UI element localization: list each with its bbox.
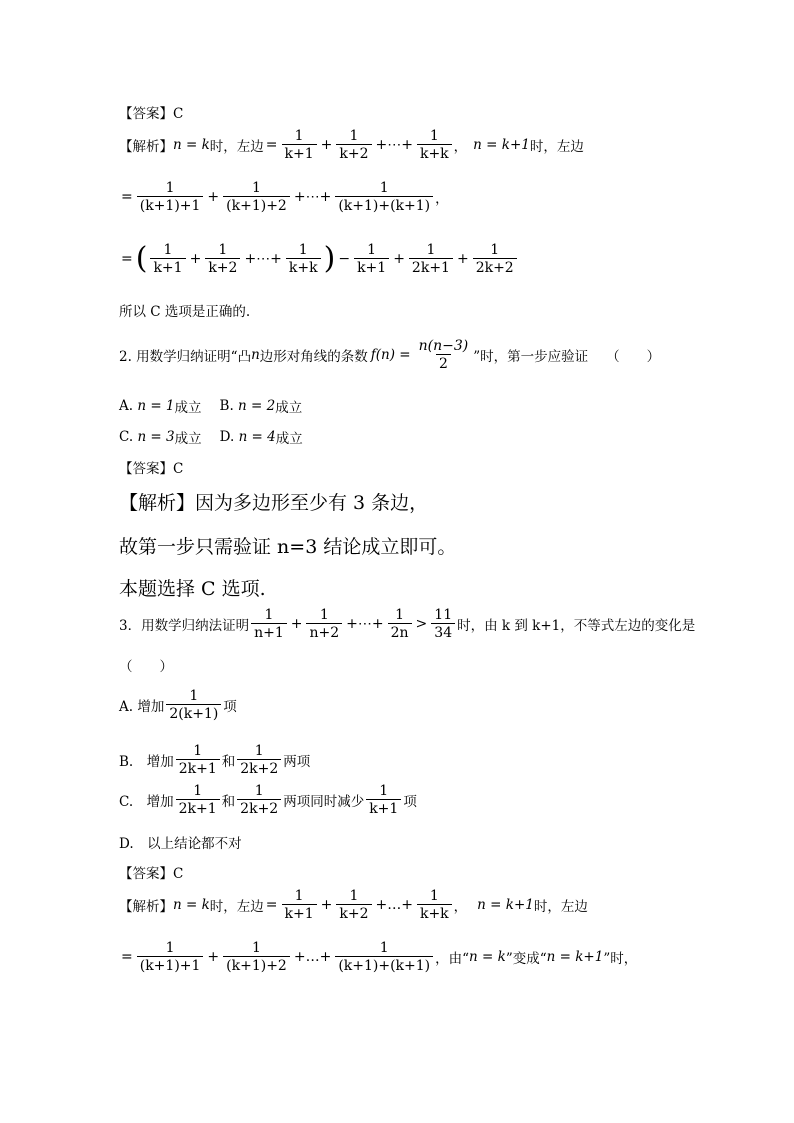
- answer-text: 【答案】C: [119, 866, 184, 882]
- analysis-line-2: [119, 940, 637, 974]
- operator: =: [121, 189, 133, 206]
- analysis-text: 本题选择 C 选项.: [119, 578, 266, 600]
- option-text: 项: [223, 699, 237, 716]
- option-text: 和: [221, 794, 236, 811]
- condition: n = k+1: [546, 949, 604, 966]
- operator: +: [456, 251, 469, 268]
- fraction: $\frac{1}{k+2}$: [336, 888, 371, 922]
- operator: +: [320, 897, 333, 914]
- analysis-line-2: [119, 180, 449, 214]
- text: ”变成“: [505, 951, 547, 968]
- fraction: $\frac{1}{k+1}$: [282, 128, 317, 162]
- fraction: $\frac{1}{2k+2}$: [237, 743, 281, 777]
- answer-text: 【答案】C: [119, 461, 184, 477]
- options-row-2: [119, 427, 303, 447]
- paren: (: [135, 241, 148, 277]
- fraction: $\frac{1}{2k+1}$: [409, 242, 453, 276]
- operator: >: [415, 616, 428, 633]
- fraction: $\frac{1}{k+k}$: [417, 128, 452, 162]
- analysis-tag: 【解析】: [119, 899, 173, 916]
- operator: +: [290, 616, 303, 633]
- option-text: 成立: [174, 431, 202, 447]
- option-text: 两项同时减少: [283, 794, 365, 811]
- operator: =: [265, 137, 278, 154]
- fraction: $\frac{1}{(k+1)+(k+1)}$: [335, 940, 433, 974]
- condition: n = k: [469, 949, 506, 966]
- fraction: $\frac{1}{(k+1)+1}$: [137, 940, 204, 974]
- condition: n = k: [173, 137, 210, 154]
- operator: −: [338, 251, 351, 268]
- option-label: C. 增加: [119, 794, 174, 811]
- option-text: 成立: [174, 400, 202, 416]
- option-d: [119, 832, 242, 852]
- option-text: 两项: [283, 754, 311, 771]
- analysis-line-1: [119, 128, 584, 162]
- text: 时，左边: [529, 139, 584, 156]
- text: 时，左边: [209, 139, 264, 156]
- fraction: $\frac{11}{34}$: [431, 607, 455, 641]
- fraction: $\frac{1}{2k+1}$: [176, 743, 220, 777]
- text: 时，左边: [209, 899, 264, 916]
- fraction: $\frac{1}{(k+1)+(k+1)}$: [335, 180, 433, 214]
- answer-blank: （ ）: [119, 659, 173, 675]
- fraction: $\frac{n(n-3)}{2}$: [418, 338, 469, 373]
- conclusion-text: 所以 C 选项是正确的.: [119, 304, 251, 320]
- operator: +: [393, 251, 405, 268]
- text: 时，左边: [533, 899, 588, 916]
- operator: +…+: [293, 949, 332, 966]
- operator: +…+: [375, 897, 413, 914]
- text: ”时，第一步应验证: [473, 349, 589, 366]
- text: ，: [453, 899, 468, 916]
- option-text: 和: [221, 754, 236, 771]
- operator: =: [121, 251, 133, 268]
- fraction: $\frac{1}{n+1}$: [251, 607, 287, 641]
- text: 边形对角线的条数: [259, 349, 368, 366]
- operator: +: [189, 251, 202, 268]
- operator: +: [207, 949, 220, 966]
- paren: ): [323, 241, 336, 277]
- fraction: $\frac{1}{2n}$: [388, 607, 412, 641]
- answer-line: [119, 862, 183, 882]
- option-expr: n = 4: [238, 429, 276, 445]
- fraction: $\frac{1}{2k+2}$: [237, 783, 281, 817]
- text: 时，由 k 到 k+1，不等式左边的变化是: [457, 618, 696, 635]
- options-row-1: [119, 396, 302, 416]
- option-b: [119, 743, 310, 777]
- option-label: A. 增加: [119, 699, 165, 716]
- text: 3．用数学归纳法证明: [119, 618, 250, 635]
- operator: +⋯+: [293, 189, 332, 206]
- option-text: 项: [403, 794, 417, 811]
- option-label: B. 增加: [119, 754, 174, 771]
- fraction: $\frac{1}{k+2}$: [205, 242, 240, 276]
- analysis-line-1: [119, 888, 588, 922]
- fraction: $\frac{1}{k+2}$: [336, 128, 371, 162]
- analysis-tag: 【解析】: [119, 139, 173, 156]
- operator: =: [265, 897, 278, 914]
- option-label: C.: [119, 429, 134, 445]
- fraction: $\frac{1}{k+k}$: [417, 888, 452, 922]
- text: ，: [453, 139, 468, 156]
- option-text: D. 以上结论都不对: [119, 836, 242, 852]
- question-2-stem: [119, 338, 660, 372]
- text: ”时，: [603, 951, 638, 968]
- fraction: $\frac{1}{k+1}$: [354, 242, 389, 276]
- fraction: $\frac{1}{2k+1}$: [176, 783, 220, 817]
- fraction: $\frac{1}{2k+2}$: [473, 242, 517, 276]
- option-text: 成立: [275, 431, 303, 447]
- fraction: $\frac{1}{2(k+1)}$: [166, 688, 221, 722]
- option-c: [119, 783, 417, 817]
- analysis-text: 故第一步只需验证 n=3 结论成立即可。: [119, 536, 457, 558]
- option-text: 成立: [275, 400, 303, 416]
- analysis-line: [119, 532, 456, 559]
- option-a: [119, 688, 237, 722]
- fraction: $\frac{1}{k+k}$: [286, 242, 321, 276]
- fraction: $\frac{1}{n+2}$: [306, 607, 342, 641]
- option-expr: n = 1: [137, 398, 175, 414]
- fraction: $\frac{1}{k+1}$: [366, 783, 401, 817]
- operator: +: [207, 189, 220, 206]
- fraction: $\frac{1}{(k+1)+2}$: [223, 180, 290, 214]
- analysis-line-3: [119, 242, 519, 276]
- option-expr: n = 3: [137, 429, 175, 445]
- variable: n: [251, 347, 260, 364]
- question-3-stem: [119, 607, 695, 641]
- function: f(n) =: [370, 347, 411, 364]
- text: ，由“: [435, 951, 470, 968]
- conclusion-line: [119, 300, 250, 320]
- analysis-line: [119, 488, 428, 515]
- analysis-line: [119, 574, 266, 601]
- fraction: $\frac{1}{k+1}$: [150, 242, 185, 276]
- condition: n = k: [173, 897, 210, 914]
- condition: n = k+1: [477, 897, 534, 914]
- fraction: $\frac{1}{k+1}$: [282, 888, 317, 922]
- operator: +: [320, 137, 333, 154]
- operator: +⋯+: [244, 251, 282, 268]
- option-label: A.: [119, 398, 134, 414]
- fraction: $\frac{1}{(k+1)+2}$: [223, 940, 290, 974]
- text: 2. 用数学归纳证明“凸: [119, 349, 252, 366]
- answer-line: [119, 457, 183, 477]
- answer-text: 【答案】C: [119, 106, 184, 122]
- analysis-text: 【解析】因为多边形至少有 3 条边，: [119, 492, 429, 514]
- condition: n = k+1: [473, 137, 530, 154]
- operator: =: [121, 949, 133, 966]
- operator: +⋯+: [346, 616, 384, 633]
- option-expr: n = 2: [238, 398, 276, 414]
- option-label: D.: [219, 429, 235, 445]
- answer-blank-line: [119, 655, 173, 675]
- text: ，: [435, 191, 449, 208]
- answer-blank: （ ）: [606, 349, 661, 366]
- option-label: B.: [219, 398, 234, 414]
- operator: +⋯+: [375, 137, 413, 154]
- answer-line: [119, 102, 183, 122]
- fraction: $\frac{1}{(k+1)+1}$: [137, 180, 204, 214]
